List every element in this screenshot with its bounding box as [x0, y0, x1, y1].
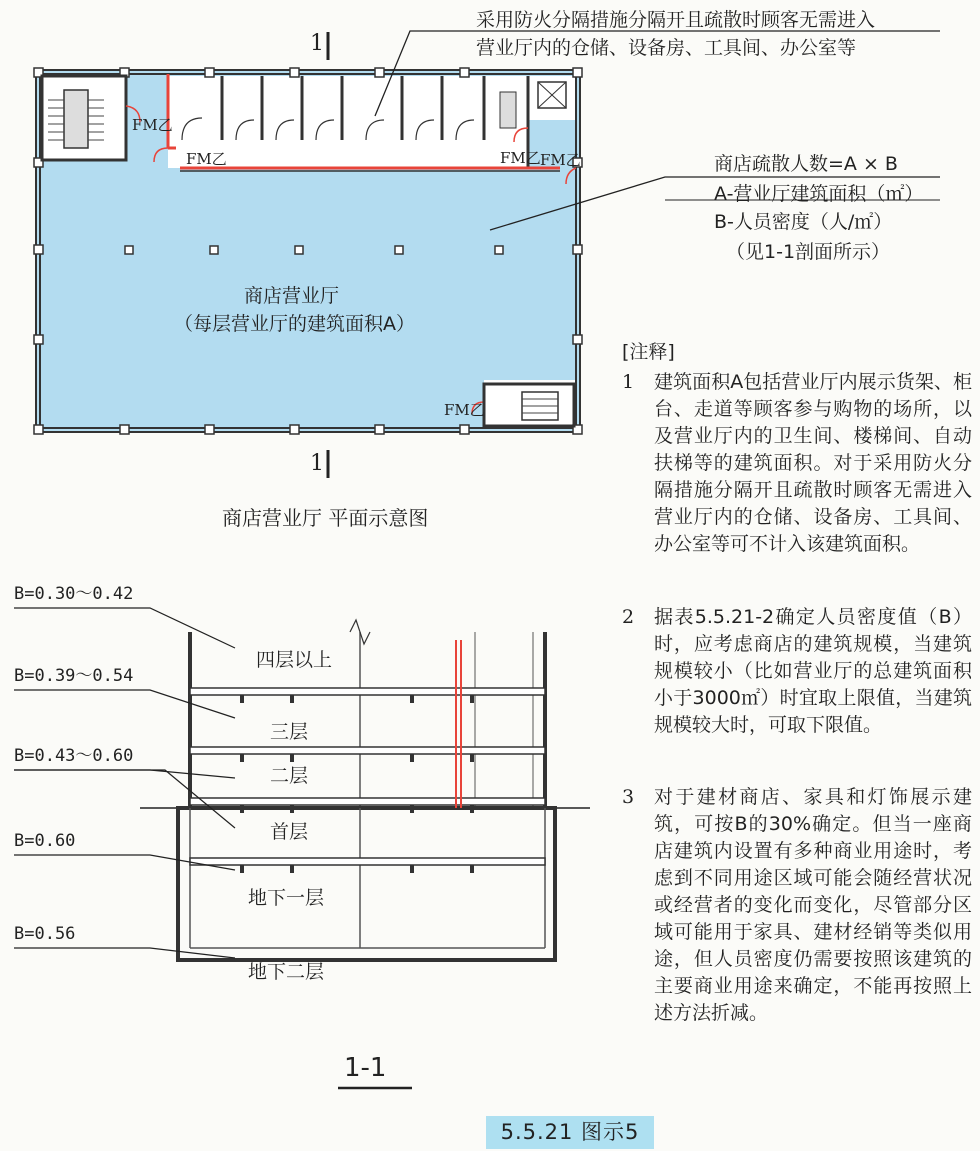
notes-heading: [注释]: [622, 341, 675, 363]
b-label-1-2f: B=0.43～0.60: [14, 746, 134, 766]
b-label-b2: B=0.56: [14, 924, 76, 944]
floor-2: 二层: [270, 765, 309, 787]
formula: 商店疏散人数=A × B: [714, 153, 898, 175]
note-item-2: [622, 604, 972, 764]
floor-b2: 地下二层: [248, 961, 325, 983]
definition-b: B-人员密度（人/㎡）: [714, 211, 893, 233]
plan-top-note-line2: 营业厅内的仓储、设备房、工具间、办公室等: [476, 37, 857, 59]
note-number-3: 3: [622, 786, 635, 808]
fm-label-w: FM乙: [186, 150, 227, 168]
floor-b1: 地下一层: [248, 887, 325, 909]
hall-sublabel: （每层营业厅的建筑面积A）: [174, 313, 415, 335]
floor-3: 三层: [270, 721, 309, 743]
hall-label: 商店营业厅: [244, 285, 340, 307]
fm-label-nw: FM乙: [132, 116, 173, 134]
fm-label-se: FM乙: [444, 401, 485, 419]
section-mark-top: 1: [310, 31, 324, 56]
floor-1: 首层: [270, 821, 309, 843]
plan-top-note-line1: 采用防火分隔措施分隔开且疏散时顾客无需进入: [476, 9, 876, 31]
note-number-1: 1: [622, 371, 635, 393]
note-number-2: 2: [622, 606, 635, 628]
note-text-2: 据表5.5.21-2确定人员密度值（B）时，应考虑商店的建筑规模，当建筑规模较小（比如营业厅的总建筑面积小于3000㎡）时宜取上限值，当建筑规模较大时，可取下限值。: [654, 606, 972, 736]
fm-label-ne1: FM乙: [500, 149, 541, 167]
figure-caption: 5.5.21 图示5: [486, 1116, 654, 1149]
stair-room-se: [484, 380, 576, 428]
section-title: 1-1: [344, 1053, 387, 1083]
b-label-4f: B=0.30～0.42: [14, 584, 134, 604]
note-text-3: 对于建材商店、家具和灯饰展示建筑，可按B的30%确定。但当一座商店建筑内设置有多种商业用途时，考虑到不同用途区域可能会随经营状况或经营者的变化而变化，尽管部分区域可能用于家具、建材经销等类似用途，但人员密度仍需要按照该建筑的主要商业用途来确定，不能再按照上述方法折减。: [654, 786, 972, 1024]
fm-label-ne2: FM乙: [540, 151, 581, 169]
note-item-3: [622, 784, 972, 1094]
b-label-3f: B=0.39～0.54: [14, 666, 134, 686]
b-label-b1: B=0.60: [14, 831, 76, 851]
note-text-1: 建筑面积A包括营业厅内展示货架、柜台、走道等顾客参与购物的场所，以及营业厅内的卫生间、楼梯间、自动扶梯等的建筑面积。对于采用防火分隔措施分隔开且疏散时顾客无需进入营业厅内的仓储、设备房、工具间、办公室等可不计入该建筑面积。: [654, 371, 972, 555]
section-mark-bottom: 1: [310, 451, 324, 476]
definition-a: A-营业厅建筑面积（㎡）: [714, 183, 924, 205]
see-section-note: （见1-1剖面所示）: [726, 241, 891, 263]
floor-4-plus: 四层以上: [256, 649, 333, 671]
plan-title: 商店营业厅 平面示意图: [222, 506, 429, 530]
note-item-1: [622, 369, 972, 595]
